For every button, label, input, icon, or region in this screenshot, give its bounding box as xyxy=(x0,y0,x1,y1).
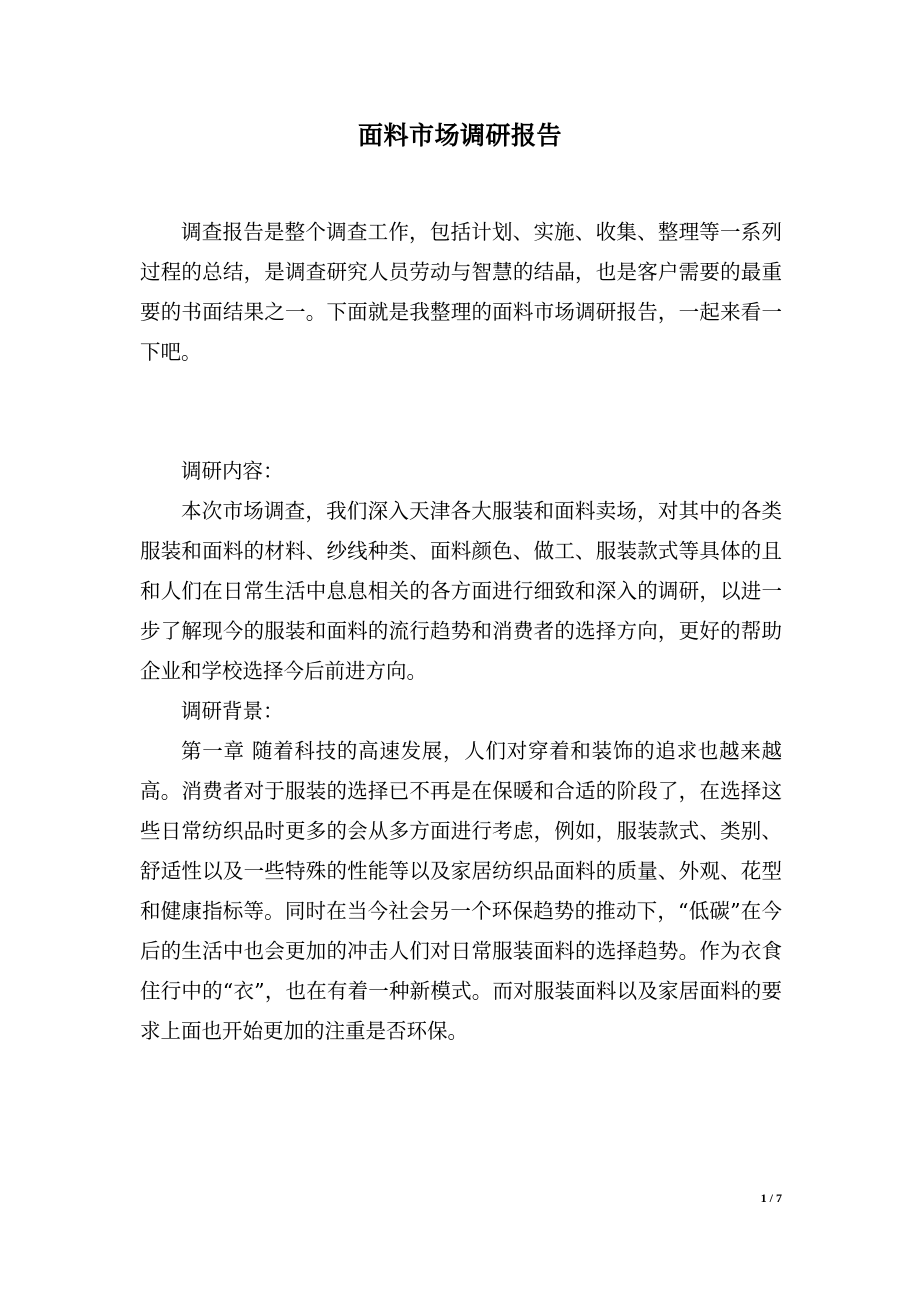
research-section xyxy=(140,451,782,1051)
document-title: 面料市场调研报告 xyxy=(357,121,562,150)
content-heading: 调研内容： xyxy=(181,459,284,483)
intro-paragraph: 调查报告是整个调查工作，包括计划、实施、收集、整理等一系列过程的总结，是调查研究人员劳动与智慧的结晶，也是客户需要的最重要的书面结果之一。下面就是我整理的面料市场调研报告，一起来看一下吧。 xyxy=(140,220,782,364)
background-heading: 调研背景： xyxy=(181,699,284,723)
content-paragraph: 本次市场调查，我们深入天津各大服装和面料卖场，对其中的各类服装和面料的材料、纱线种类、面料颜色、做工、服装款式等具体的且和人们在日常生活中息息相关的各方面进行细致和深入的调研，以进一步了解现今的服装和面料的流行趋势和消费者的选择方向，更好的帮助企业和学校选择今后前进方向。 xyxy=(140,499,782,683)
intro-section xyxy=(140,212,782,372)
page-number: 1 / 7 xyxy=(760,1191,782,1205)
background-paragraph: 第一章 随着科技的高速发展，人们对穿着和装饰的追求也越来越高。消费者对于服装的选择已不再是在保暖和合适的阶段了，在选择这些日常纺织品时更多的会从多方面进行考虑，例如，服装款式、类别、舒适性以及一些特殊的性能等以及家居纺织品面料的质量、外观、花型和健康指标等。同时在当今社会另一个环保趋势的推动下，“低碳”在今后的生活中也会更加的冲击人们对日常服装面料的选择趋势。作为衣食住行中的“衣”，也在有着一种新模式。而对服装面料以及家居面料的要求上面也开始更加的注重是否环保。 xyxy=(140,739,782,1043)
